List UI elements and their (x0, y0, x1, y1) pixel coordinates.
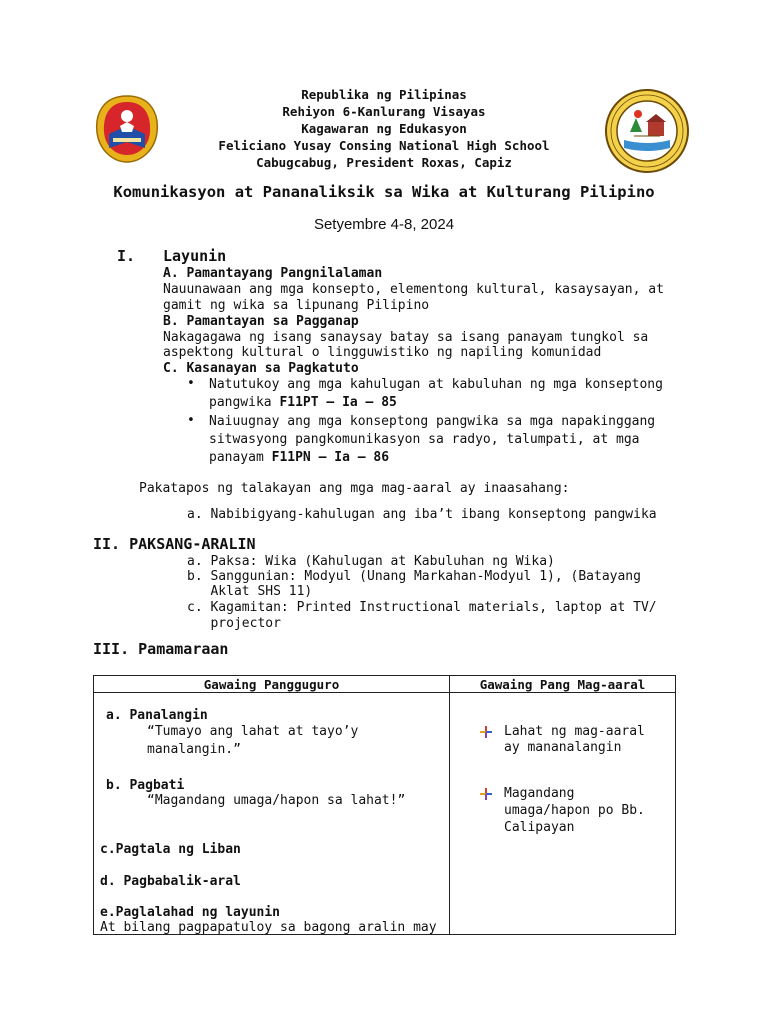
reference-item-line1: b. Sanggunian: Modyul (Unang Markahan-Modyul 1), (Batayang (187, 569, 641, 584)
teacher-activity-header: Gawaing Pangguguro (94, 676, 450, 693)
header-line-region: Rehiyon 6-Kanlurang Visayas (282, 104, 486, 119)
document-title: Komunikasyon at Pananaliksik sa Wika at Kulturang Pilipino (113, 183, 655, 201)
section-3-heading: III. Pamamaraan (93, 640, 229, 658)
competency-1-code: F11PT – Ia – 85 (279, 395, 397, 410)
header-line-department: Kagawaran ng Edukasyon (301, 121, 467, 136)
competency-2-text: panayam (209, 450, 272, 465)
response-1-line1: Lahat ng mag-aaral (504, 724, 645, 739)
paglalahad-label: e.Paglalahad ng layunin (100, 905, 281, 920)
bullet-dot: • (187, 413, 195, 428)
section-1-number: I. (117, 247, 136, 265)
header-line-republic: Republika ng Pilipinas (301, 87, 467, 102)
document-date: Setyembre 4-8, 2024 (313, 216, 455, 233)
star-bullet-icon (480, 788, 492, 800)
section-2-heading: II. PAKSANG-ARALIN (93, 535, 256, 553)
pagbati-label: b. Pagbati (106, 778, 185, 793)
student-activity-cell (450, 693, 676, 935)
panalangin-quote-line2: manalangin.” (147, 742, 241, 757)
response-1-line2: ay mananalangin (504, 740, 622, 755)
paglalahad-text: At bilang pagpapatuloy sa bagong aralin may (100, 920, 437, 935)
procedure-table (93, 675, 676, 935)
competency-1-line2 (209, 395, 397, 410)
materials-item-line1: c. Kagamitan: Printed Instructional materials, laptop at TV/ (187, 600, 657, 615)
section-1b-text-line1: Nakagagawa ng isang sanaysay batay sa isang panayam tungkol sa (163, 330, 649, 345)
star-bullet-icon (480, 726, 492, 738)
student-activity-header: Gawaing Pang Mag-aaral (450, 676, 676, 693)
header-line-address: Cabugcabug, President Roxas, Capiz (256, 155, 512, 170)
objective-a: a. Nabibigyang-kahulugan ang iba’t ibang konseptong pangwika (187, 507, 657, 522)
section-1a-heading: A. Pamantayang Pangnilalaman (163, 266, 383, 281)
pagbati-quote: “Magandang umaga/hapon sa lahat!” (147, 793, 406, 808)
objectives-intro: Pakatapos ng talakayan ang mga mag-aaral ay inaasahang: (139, 481, 570, 496)
section-1a-text-line2: gamit ng wika sa lipunang Pilipino (163, 298, 430, 313)
section-1a-text-line1: Nauunawaan ang mga konsepto, elementong kultural, kasaysayan, at (163, 282, 664, 297)
competency-2-code: F11PN – Ia – 86 (271, 450, 390, 465)
competency-2-line2: sitwasyong pangkomunikasyon sa radyo, talumpati, at mga (209, 432, 640, 447)
pagbabalik-aral-label: d. Pagbabalik-aral (100, 874, 241, 889)
section-1b-heading: B. Pamantayan sa Pagganap (163, 314, 359, 329)
materials-item-line2: projector (187, 616, 281, 631)
header-line-school: Feliciano Yusay Consing National High School (218, 138, 550, 153)
school-header (0, 86, 768, 171)
section-1b-text-line2: aspektong kultural o lingguwistiko ng napiling komunidad (163, 345, 602, 360)
pagtala-label: c.Pagtala ng Liban (100, 842, 241, 857)
response-2-line1: Magandang (504, 786, 575, 801)
panalangin-quote-line1: “Tumayo ang lahat at tayo’y (147, 724, 359, 739)
panalangin-label: a. Panalangin (106, 708, 208, 723)
competency-2-line3 (209, 450, 389, 465)
competency-1-line1: Natutukoy ang mga kahulugan at kabuluhan ng mga konseptong (209, 377, 663, 392)
competency-2-line1: Naiuugnay ang mga konseptong pangwika sa mga napakinggang (209, 414, 656, 429)
response-2-line2: umaga/hapon po Bb. (504, 803, 645, 818)
bullet-dot: • (187, 376, 195, 391)
section-1-heading: Layunin (163, 247, 227, 265)
section-1c-heading: C. Kasanayan sa Pagkatuto (163, 361, 359, 376)
topic-item: a. Paksa: Wika (Kahulugan at Kabuluhan ng Wika) (187, 554, 555, 569)
teacher-activity-cell (94, 693, 450, 935)
reference-item-line2: Aklat SHS 11) (187, 584, 313, 599)
response-2-line3: Calipayan (504, 820, 575, 835)
competency-1-text: pangwika (209, 395, 280, 410)
